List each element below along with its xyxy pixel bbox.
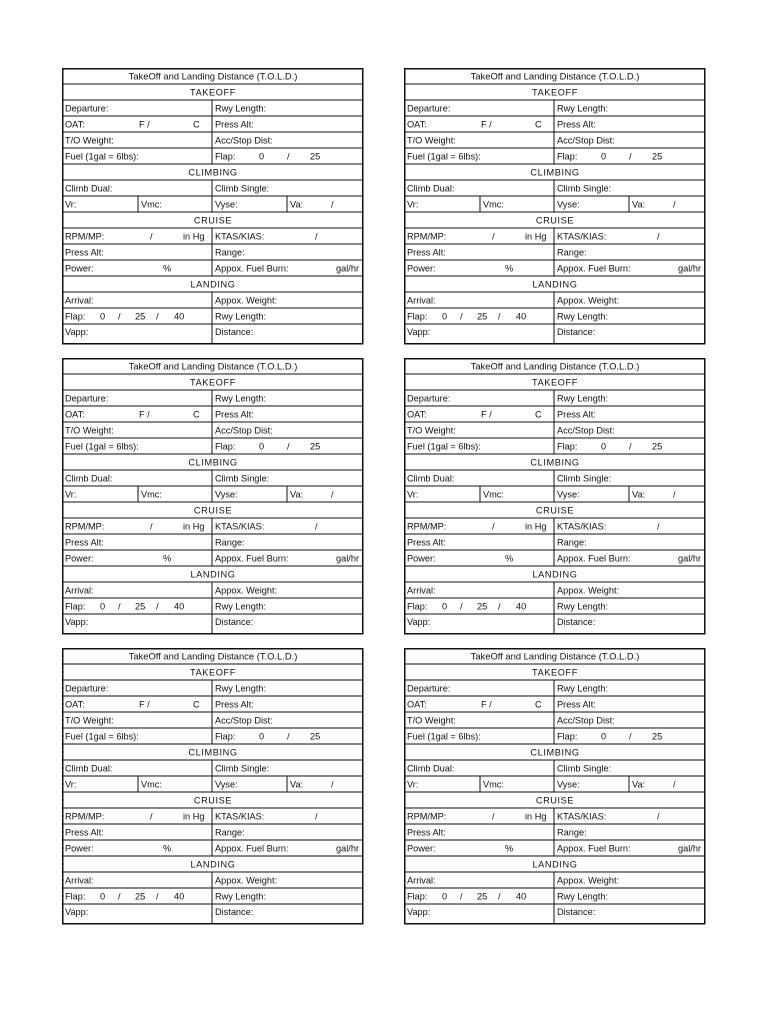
oat-label: OAT: [65, 409, 85, 420]
fuel-label: Fuel (1gal = 6lbs): [407, 151, 481, 162]
takeoff-flap-separator: / [287, 441, 290, 452]
section-cruise: CRUISE [535, 795, 575, 806]
appox-weight-label: Appox. Weight: [215, 295, 278, 306]
appox-weight-label: Appox. Weight: [215, 875, 278, 886]
climb-single-label: Climb Single: [215, 473, 270, 484]
takeoff-flap-separator: / [629, 731, 632, 742]
vmc-label: Vmc: [141, 489, 162, 500]
takeoff-flap-separator: / [287, 731, 290, 742]
vr-label: Vr: [407, 199, 419, 210]
landing-flap-option: 25 [477, 311, 488, 322]
section-takeoff: TAKEOFF [190, 667, 236, 678]
departure-label: Departure: [65, 393, 109, 404]
told-card [404, 68, 706, 345]
cruise-press-alt-label: Press Alt: [65, 827, 104, 838]
distance-label: Distance: [215, 327, 254, 337]
vmc-label: Vmc: [483, 489, 504, 500]
in-hg-unit: in Hg [183, 811, 205, 822]
section-takeoff: TAKEOFF [190, 87, 236, 98]
landing-flap-separator: / [156, 311, 159, 322]
card-title: TakeOff and Landing Distance (T.O.L.D.) [470, 70, 640, 82]
fuel-label: Fuel (1gal = 6lbs): [407, 441, 481, 452]
takeoff-flap-option: 0 [601, 731, 607, 742]
in-hg-unit: in Hg [525, 231, 547, 242]
section-landing: LANDING [190, 569, 236, 580]
va-label: Va: [632, 779, 646, 790]
told-card [62, 68, 364, 345]
landing-flap-option: 40 [516, 891, 527, 902]
range-label: Range: [557, 537, 587, 548]
departure-label: Departure: [407, 393, 451, 404]
oat-fahrenheit-unit: F / [481, 409, 492, 420]
oat-fahrenheit-unit: F / [481, 699, 492, 710]
distance-label: Distance: [557, 617, 596, 627]
takeoff-flap-separator: / [629, 441, 632, 452]
rwy-length-label: Rwy Length: [557, 683, 609, 694]
rpm-mp-label: RPM/MP: [407, 811, 447, 822]
departure-label: Departure: [407, 103, 451, 114]
vmc-label: Vmc: [483, 199, 504, 210]
fuel-label: Fuel (1gal = 6lbs): [65, 151, 139, 162]
rwy-length-label: Rwy Length: [557, 103, 609, 114]
section-cruise: CRUISE [193, 795, 233, 806]
oat-celsius-unit: C [193, 699, 200, 710]
takeoff-flap-separator: / [629, 151, 632, 162]
oat-fahrenheit-unit: F / [139, 699, 150, 710]
fuel-burn-label: Appox. Fuel Burn: [557, 843, 631, 854]
rwy-length-label: Rwy Length: [557, 891, 609, 902]
landing-flap-separator: / [156, 891, 159, 902]
range-label: Range: [557, 247, 587, 258]
landing-flap-separator: / [498, 311, 501, 322]
power-percent-unit: % [505, 553, 514, 564]
rpm-mp-separator: / [492, 811, 495, 822]
vyse-label: Vyse: [215, 489, 238, 500]
vapp-label: Vapp: [407, 617, 431, 627]
landing-flap-option: 40 [174, 891, 185, 902]
press-alt-label: Press Alt: [215, 119, 254, 130]
section-climbing: CLIMBING [530, 167, 580, 178]
range-label: Range: [215, 247, 245, 258]
takeoff-flap-option: 25 [310, 731, 321, 742]
appox-weight-label: Appox. Weight: [557, 295, 620, 306]
power-percent-unit: % [163, 843, 172, 854]
rpm-mp-label: RPM/MP: [65, 521, 105, 532]
landing-flap-separator: / [118, 891, 121, 902]
landing-flap-separator: / [156, 601, 159, 612]
rpm-mp-separator: / [492, 521, 495, 532]
landing-flap-option: 25 [135, 601, 146, 612]
landing-flap-option: 0 [100, 891, 106, 902]
landing-flap-separator: / [118, 601, 121, 612]
takeoff-flap-option: 0 [259, 151, 265, 162]
card-title: TakeOff and Landing Distance (T.O.L.D.) [470, 650, 640, 662]
arrival-label: Arrival: [407, 585, 436, 596]
in-hg-unit: in Hg [183, 231, 205, 242]
takeoff-flap-label: Flap: [215, 441, 236, 452]
takeoff-flap-label: Flap: [557, 731, 578, 742]
takeoff-flap-option: 25 [310, 151, 321, 162]
ktas-kias-separator: / [657, 811, 660, 822]
press-alt-label: Press Alt: [215, 699, 254, 710]
oat-celsius-unit: C [535, 699, 542, 710]
press-alt-label: Press Alt: [557, 409, 596, 420]
cruise-press-alt-label: Press Alt: [65, 537, 104, 548]
to-weight-label: T/O Weight: [65, 135, 114, 146]
oat-celsius-unit: C [535, 119, 542, 130]
ktas-kias-label: KTAS/KIAS: [215, 811, 265, 822]
press-alt-label: Press Alt: [215, 409, 254, 420]
takeoff-flap-option: 0 [259, 441, 265, 452]
acc-stop-dist-label: Acc/Stop Dist: [215, 425, 273, 436]
card-title: TakeOff and Landing Distance (T.O.L.D.) [470, 360, 640, 372]
section-landing: LANDING [532, 569, 578, 580]
oat-celsius-unit: C [193, 409, 200, 420]
oat-label: OAT: [65, 699, 85, 710]
landing-flap-label: Flap: [65, 311, 86, 322]
climb-single-label: Climb Single: [557, 183, 612, 194]
section-cruise: CRUISE [535, 505, 575, 516]
fuel-burn-label: Appox. Fuel Burn: [215, 843, 289, 854]
to-weight-label: T/O Weight: [65, 715, 114, 726]
va-separator: / [331, 489, 334, 500]
fuel-burn-label: Appox. Fuel Burn: [215, 263, 289, 274]
landing-flap-option: 40 [516, 311, 527, 322]
landing-flap-separator: / [498, 601, 501, 612]
distance-label: Distance: [557, 907, 596, 917]
landing-flap-label: Flap: [407, 311, 428, 322]
landing-flap-option: 0 [100, 311, 106, 322]
appox-weight-label: Appox. Weight: [557, 585, 620, 596]
rwy-length-label: Rwy Length: [215, 103, 267, 114]
section-takeoff: TAKEOFF [532, 377, 578, 388]
climb-dual-label: Climb Dual: [407, 183, 455, 194]
card-title: TakeOff and Landing Distance (T.O.L.D.) [128, 360, 298, 372]
distance-label: Distance: [215, 907, 254, 917]
card-title: TakeOff and Landing Distance (T.O.L.D.) [128, 70, 298, 82]
section-climbing: CLIMBING [188, 167, 238, 178]
power-percent-unit: % [505, 263, 514, 274]
cruise-press-alt-label: Press Alt: [407, 247, 446, 258]
rwy-length-label: Rwy Length: [557, 311, 609, 322]
vyse-label: Vyse: [557, 779, 580, 790]
takeoff-flap-option: 25 [310, 441, 321, 452]
acc-stop-dist-label: Acc/Stop Dist: [557, 425, 615, 436]
landing-flap-option: 25 [135, 891, 146, 902]
ktas-kias-separator: / [315, 231, 318, 242]
section-climbing: CLIMBING [188, 747, 238, 758]
ktas-kias-separator: / [657, 521, 660, 532]
fuel-label: Fuel (1gal = 6lbs): [407, 731, 481, 742]
to-weight-label: T/O Weight: [407, 425, 456, 436]
climb-single-label: Climb Single: [215, 763, 270, 774]
rwy-length-label: Rwy Length: [215, 891, 267, 902]
fuel-label: Fuel (1gal = 6lbs): [65, 441, 139, 452]
landing-flap-label: Flap: [407, 891, 428, 902]
oat-celsius-unit: C [535, 409, 542, 420]
departure-label: Departure: [407, 683, 451, 694]
va-label: Va: [290, 199, 304, 210]
landing-flap-option: 0 [442, 891, 448, 902]
landing-flap-separator: / [118, 311, 121, 322]
power-percent-unit: % [163, 553, 172, 564]
oat-fahrenheit-unit: F / [481, 119, 492, 130]
vmc-label: Vmc: [141, 779, 162, 790]
rpm-mp-label: RPM/MP: [407, 521, 447, 532]
range-label: Range: [215, 537, 245, 548]
section-landing: LANDING [190, 279, 236, 290]
climb-dual-label: Climb Dual: [407, 473, 455, 484]
va-separator: / [331, 779, 334, 790]
told-card [62, 648, 364, 925]
climb-single-label: Climb Single: [557, 763, 612, 774]
arrival-label: Arrival: [65, 295, 94, 306]
ktas-kias-label: KTAS/KIAS: [557, 521, 607, 532]
appox-weight-label: Appox. Weight: [557, 875, 620, 886]
vapp-label: Vapp: [407, 327, 431, 337]
ktas-kias-separator: / [657, 231, 660, 242]
landing-flap-option: 40 [174, 601, 185, 612]
power-label: Power: [407, 843, 436, 854]
cruise-press-alt-label: Press Alt: [407, 537, 446, 548]
rpm-mp-label: RPM/MP: [65, 231, 105, 242]
landing-flap-separator: / [460, 891, 463, 902]
takeoff-flap-option: 0 [601, 151, 607, 162]
section-climbing: CLIMBING [530, 457, 580, 468]
departure-label: Departure: [65, 683, 109, 694]
landing-flap-option: 25 [135, 311, 146, 322]
landing-flap-option: 0 [442, 311, 448, 322]
vapp-label: Vapp: [65, 327, 89, 337]
vr-label: Vr: [65, 779, 77, 790]
arrival-label: Arrival: [407, 875, 436, 886]
fuel-burn-label: Appox. Fuel Burn: [215, 553, 289, 564]
power-label: Power: [65, 843, 94, 854]
cruise-press-alt-label: Press Alt: [407, 827, 446, 838]
climb-dual-label: Climb Dual: [407, 763, 455, 774]
section-takeoff: TAKEOFF [532, 87, 578, 98]
takeoff-flap-option: 25 [652, 151, 663, 162]
vr-label: Vr: [65, 199, 77, 210]
va-label: Va: [290, 779, 304, 790]
told-card [404, 358, 706, 635]
takeoff-flap-label: Flap: [215, 151, 236, 162]
gal-hr-unit: gal/hr [336, 843, 359, 854]
landing-flap-separator: / [460, 311, 463, 322]
vmc-label: Vmc: [483, 779, 504, 790]
acc-stop-dist-label: Acc/Stop Dist: [557, 135, 615, 146]
section-climbing: CLIMBING [188, 457, 238, 468]
range-label: Range: [557, 827, 587, 838]
vyse-label: Vyse: [215, 199, 238, 210]
power-label: Power: [407, 263, 436, 274]
acc-stop-dist-label: Acc/Stop Dist: [557, 715, 615, 726]
vmc-label: Vmc: [141, 199, 162, 210]
landing-flap-option: 0 [100, 601, 106, 612]
ktas-kias-label: KTAS/KIAS: [557, 231, 607, 242]
gal-hr-unit: gal/hr [678, 553, 701, 564]
appox-weight-label: Appox. Weight: [215, 585, 278, 596]
section-cruise: CRUISE [535, 215, 575, 226]
arrival-label: Arrival: [65, 585, 94, 596]
vr-label: Vr: [65, 489, 77, 500]
fuel-burn-label: Appox. Fuel Burn: [557, 263, 631, 274]
in-hg-unit: in Hg [525, 811, 547, 822]
landing-flap-label: Flap: [65, 601, 86, 612]
rpm-mp-separator: / [150, 811, 153, 822]
rwy-length-label: Rwy Length: [215, 601, 267, 612]
power-label: Power: [65, 553, 94, 564]
climb-dual-label: Climb Dual: [65, 473, 113, 484]
card-title: TakeOff and Landing Distance (T.O.L.D.) [128, 650, 298, 662]
climb-single-label: Climb Single: [215, 183, 270, 194]
takeoff-flap-label: Flap: [557, 441, 578, 452]
in-hg-unit: in Hg [525, 521, 547, 532]
gal-hr-unit: gal/hr [336, 553, 359, 564]
gal-hr-unit: gal/hr [336, 263, 359, 274]
landing-flap-separator: / [460, 601, 463, 612]
takeoff-flap-option: 0 [259, 731, 265, 742]
va-separator: / [673, 199, 676, 210]
ktas-kias-separator: / [315, 521, 318, 532]
to-weight-label: T/O Weight: [407, 715, 456, 726]
landing-flap-option: 0 [442, 601, 448, 612]
gal-hr-unit: gal/hr [678, 263, 701, 274]
section-cruise: CRUISE [193, 215, 233, 226]
ktas-kias-label: KTAS/KIAS: [215, 521, 265, 532]
press-alt-label: Press Alt: [557, 119, 596, 130]
takeoff-flap-label: Flap: [215, 731, 236, 742]
va-separator: / [331, 199, 334, 210]
rpm-mp-separator: / [150, 521, 153, 532]
va-label: Va: [632, 199, 646, 210]
fuel-label: Fuel (1gal = 6lbs): [65, 731, 139, 742]
power-label: Power: [407, 553, 436, 564]
takeoff-flap-separator: / [287, 151, 290, 162]
landing-flap-option: 25 [477, 601, 488, 612]
oat-fahrenheit-unit: F / [139, 409, 150, 420]
oat-label: OAT: [407, 409, 427, 420]
rpm-mp-separator: / [150, 231, 153, 242]
section-cruise: CRUISE [193, 505, 233, 516]
takeoff-flap-option: 0 [601, 441, 607, 452]
oat-label: OAT: [407, 119, 427, 130]
vr-label: Vr: [407, 489, 419, 500]
takeoff-flap-label: Flap: [557, 151, 578, 162]
climb-single-label: Climb Single: [557, 473, 612, 484]
ktas-kias-label: KTAS/KIAS: [557, 811, 607, 822]
landing-flap-label: Flap: [407, 601, 428, 612]
power-percent-unit: % [163, 263, 172, 274]
landing-flap-option: 40 [516, 601, 527, 612]
to-weight-label: T/O Weight: [407, 135, 456, 146]
landing-flap-label: Flap: [65, 891, 86, 902]
va-label: Va: [290, 489, 304, 500]
oat-label: OAT: [407, 699, 427, 710]
takeoff-flap-option: 25 [652, 441, 663, 452]
section-climbing: CLIMBING [530, 747, 580, 758]
rpm-mp-separator: / [492, 231, 495, 242]
rpm-mp-label: RPM/MP: [65, 811, 105, 822]
oat-celsius-unit: C [193, 119, 200, 130]
arrival-label: Arrival: [407, 295, 436, 306]
landing-flap-separator: / [498, 891, 501, 902]
rpm-mp-label: RPM/MP: [407, 231, 447, 242]
acc-stop-dist-label: Acc/Stop Dist: [215, 135, 273, 146]
vapp-label: Vapp: [407, 907, 431, 917]
distance-label: Distance: [557, 327, 596, 337]
rwy-length-label: Rwy Length: [215, 311, 267, 322]
landing-flap-option: 40 [174, 311, 185, 322]
va-label: Va: [632, 489, 646, 500]
vyse-label: Vyse: [557, 489, 580, 500]
vyse-label: Vyse: [557, 199, 580, 210]
power-label: Power: [65, 263, 94, 274]
rwy-length-label: Rwy Length: [215, 683, 267, 694]
section-takeoff: TAKEOFF [190, 377, 236, 388]
power-percent-unit: % [505, 843, 514, 854]
acc-stop-dist-label: Acc/Stop Dist: [215, 715, 273, 726]
range-label: Range: [215, 827, 245, 838]
landing-flap-option: 25 [477, 891, 488, 902]
arrival-label: Arrival: [65, 875, 94, 886]
section-landing: LANDING [532, 859, 578, 870]
cruise-press-alt-label: Press Alt: [65, 247, 104, 258]
vapp-label: Vapp: [65, 617, 89, 627]
va-separator: / [673, 779, 676, 790]
to-weight-label: T/O Weight: [65, 425, 114, 436]
climb-dual-label: Climb Dual: [65, 183, 113, 194]
vyse-label: Vyse: [215, 779, 238, 790]
distance-label: Distance: [215, 617, 254, 627]
rwy-length-label: Rwy Length: [215, 393, 267, 404]
gal-hr-unit: gal/hr [678, 843, 701, 854]
rwy-length-label: Rwy Length: [557, 393, 609, 404]
told-card [404, 648, 706, 925]
told-card [62, 358, 364, 635]
press-alt-label: Press Alt: [557, 699, 596, 710]
rwy-length-label: Rwy Length: [557, 601, 609, 612]
vr-label: Vr: [407, 779, 419, 790]
vapp-label: Vapp: [65, 907, 89, 917]
oat-fahrenheit-unit: F / [139, 119, 150, 130]
climb-dual-label: Climb Dual: [65, 763, 113, 774]
ktas-kias-label: KTAS/KIAS: [215, 231, 265, 242]
section-landing: LANDING [532, 279, 578, 290]
in-hg-unit: in Hg [183, 521, 205, 532]
oat-label: OAT: [65, 119, 85, 130]
fuel-burn-label: Appox. Fuel Burn: [557, 553, 631, 564]
va-separator: / [673, 489, 676, 500]
section-landing: LANDING [190, 859, 236, 870]
ktas-kias-separator: / [315, 811, 318, 822]
takeoff-flap-option: 25 [652, 731, 663, 742]
departure-label: Departure: [65, 103, 109, 114]
section-takeoff: TAKEOFF [532, 667, 578, 678]
